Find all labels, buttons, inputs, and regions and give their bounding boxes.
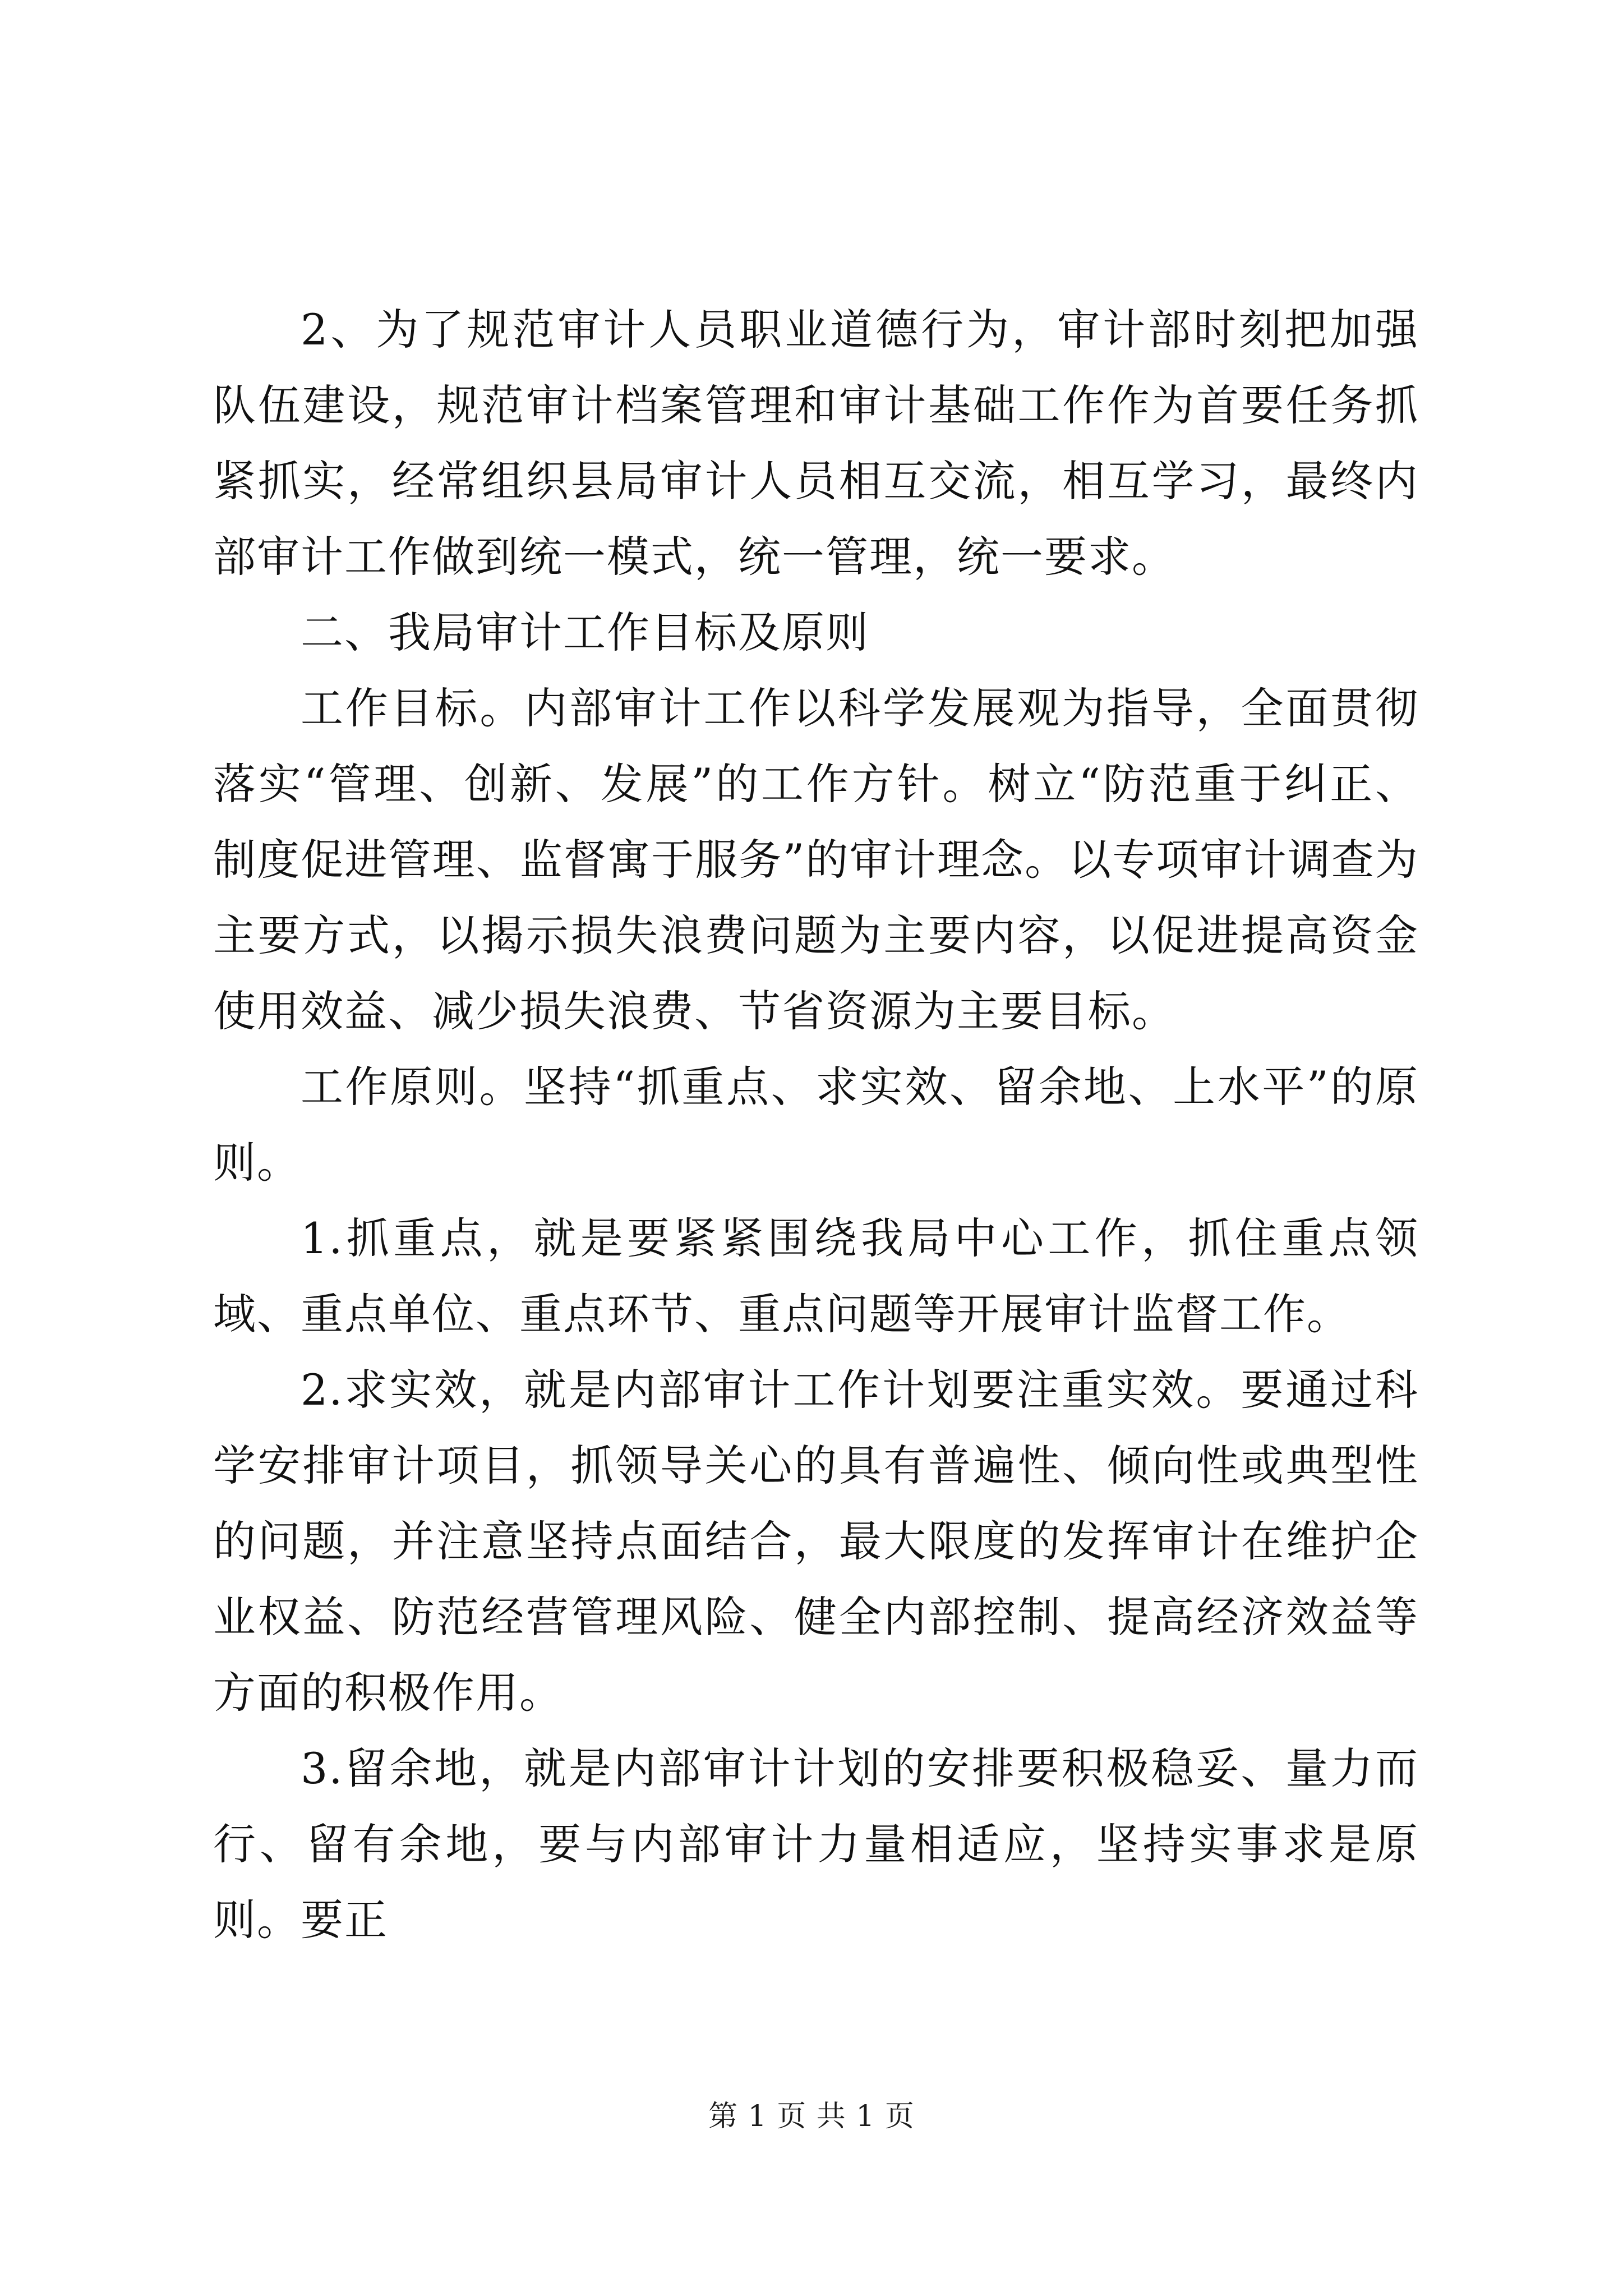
paragraph-principle-focus: 1.抓重点，就是要紧紧围绕我局中心工作，抓住重点领域、重点单位、重点环节、重点问题等开展审计监督工作。	[213, 1213, 1419, 1339]
page-footer: 第 1 页 共 1 页	[708, 2100, 915, 2133]
section-heading-goals-principles: 二、我局审计工作目标及原则	[301, 608, 869, 657]
paragraph-work-goals: 工作目标。内部审计工作以科学发展观为指导，全面贯彻落实“管理、创新、发展”的工作方针。树立“防范重于纠正、制度促进管理、监督寓于服务”的审计理念。以专项审计调查为主要方式，以揭示损失浪费问题为主要内容，以促进提高资金使用效益、减少损失浪费、节省资源为主要目标。	[213, 683, 1419, 1036]
paragraph-principle-leeway: 3.留余地，就是内部审计计划的安排要积极稳妥、量力而行、留有余地，要与内部审计力量相适应，坚持实事求是原则。要正	[213, 1743, 1419, 1945]
paragraph-principle-effectiveness: 2.求实效，就是内部审计工作计划要注重实效。要通过科学安排审计项目，抓领导关心的具有普遍性、倾向性或典型性的问题，并注意坚持点面结合，最大限度的发挥审计在维护企业权益、防范经营管理风险、健全内部控制、提高经济效益等方面的积极作用。	[213, 1365, 1419, 1718]
document-body	[213, 292, 1419, 1958]
paragraph-work-principles: 工作原则。坚持“抓重点、求实效、留余地、上水平”的原则。	[213, 1062, 1419, 1188]
paragraph-audit-team-building: 2、为了规范审计人员职业道德行为，审计部时刻把加强队伍建设，规范审计档案管理和审计基础工作作为首要任务抓紧抓实，经常组织县局审计人员相互交流，相互学习，最终内部审计工作做到统一模式，统一管理，统一要求。	[213, 305, 1419, 582]
